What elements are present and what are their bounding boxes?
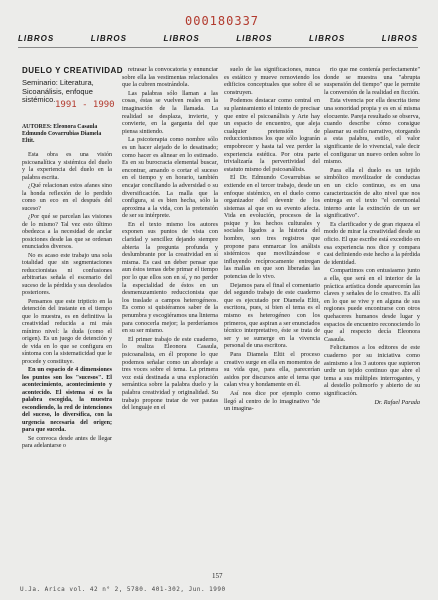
paragraph: Así nos dice por ejemplo como llegó al centro de lo imaginativo "de un imagina- xyxy=(224,389,320,413)
authors-line: AUTORES: Eleonora Casaula Edmundo Covarrubias Diamela Eltit. xyxy=(22,124,102,144)
handwritten-year: 1991 - 1990 xyxy=(55,100,115,110)
paragraph: El primer trabajo de este cuaderno, lo realiza Eleonora Casaula, psicoanalista, en él propone lo que podemos señalar como un abordaje a tres voces sobre el tema. La primera voz está destinada a una exploración semántica sobre la palabra duelo y la palabra creatividad y originalidad. Su trabajo propone tratar de ver pautas del lenguaje en el xyxy=(122,335,218,412)
article-title: DUELO Y CREATIVIDAD xyxy=(22,66,124,75)
paragraph: Se convoca desde antes de llegar para adelantarse o xyxy=(22,435,112,449)
paragraph: Para Diamela Eltit el proceso creativo surge en ella en momentos de su vida que, para ella, parecerían asidos por discursos ante el tema que calan viva y hondamente en él. xyxy=(224,350,320,389)
paragraph: Pensamos que este tripticto en la detención del instante en el tiempo que lo muestra, es en definitiva la creatividad reducida a mi más mínimo nivel: la duda (como el origen). Es un juego de detención y de vida en lo que se configura en síntoma con la sistematicidad que le procede y constituye. xyxy=(22,298,112,365)
column-1 xyxy=(22,152,112,452)
section-header-bar xyxy=(18,34,418,48)
column-4 xyxy=(324,66,420,407)
paragraph: En un espacio de 4 dimensiones los puntos son los "sucesos". El acontecimiento, acontecimiento y acontecido. El sistema sí es la palabra escogida, la muestra escondiendo, la red de intenciones del suceso, lo diversifica, con la urgencia necesaria del origen; para que suceda. xyxy=(22,367,112,433)
header-label: LIBROS xyxy=(236,34,273,43)
column-3 xyxy=(224,66,320,414)
header-label: LIBROS xyxy=(90,34,127,43)
article-subtitle: Seminario: Literatura, Sicoanálisis, enfoque sistémico. xyxy=(22,78,94,104)
page-number: 157 xyxy=(212,572,223,580)
header-label: LIBROS xyxy=(381,34,418,43)
paragraph: No es acaso este trabajo una sola totalidad que sin segmentaciones reduccionistas ni confusiones arbitrarias señala el escenario del suceso de la pérdida y sus desolados posteriores. xyxy=(22,252,112,296)
citation-note: U.Ja. Arica vol. 42 n° 2, 5780. 401-302, Jun. 1990 xyxy=(20,586,226,593)
paragraph: Dejamos para el final el comentario del segundo trabajo de este cuaderno que es ejecutado por Diamela Eltit, escritora, pues, si bien el tema es el mismo es heterogéneo con los primeros, que aspiran a ser enunciados técnico interpretativo, éste se trata de ser y se sumerge en la vivencia personal de una escritora. xyxy=(224,281,320,350)
archive-number: 000180337 xyxy=(185,14,260,28)
paragraph: Para ella el duelo es un tejido simbólico movilizador de conductas en un ciclo continuo, es en una caracterización de alto nivel que nos entrega en el texto "el ceremonial interno ante la extinción de un ser significativo". xyxy=(324,166,420,220)
column-2 xyxy=(122,66,218,413)
paragraph: El Dr. Edmundo Covarrubias se extiende en el tercer trabajo, desde un enfoque sistémico, en el duelo como organizador del devenir de los sistemas al que en su evento afecta. Vida en evolución, procesos de la psique y los hechos culturales y sociales ligados a la historia del hombre, son tres registros que propone para enmarcar los análisis sistémicos que movilizándose e influyendo recíprocamente entregan las mallas en que son liberadas las potencias de lo vivo. xyxy=(224,174,320,281)
signature: Dr. Rafael Parada xyxy=(374,398,420,406)
paragraph: retrasar la convocatoria y ennunciar sobre ella las vestimentas relacionales que la cubren mostrándola. xyxy=(122,66,218,89)
paragraph: suelo de las significaciones, nunca es estático y mueve removiendo los edificios conceptuales que sobre él se construyen. xyxy=(224,66,320,96)
paragraph: ¿Qué relacionan estos afanes sino la honda reflexión de lo perdido como un eco en el después del suceso? xyxy=(22,183,112,212)
paragraph: Es clarificador y de gran riqueza el modo de mirar la creatividad desde su oficio. El que escribe está excedido en esa experiencia nos dice y compara casi definiendo este hecho a la pérdida de identidad. xyxy=(324,220,420,266)
paragraph: ¿Por qué se parcelan las visiones de lo mismo? Tal vez esto último obedezca a la necesidad de anclar posiciones desde las que se ordenan enunciados diversos. xyxy=(22,214,112,250)
header-label: LIBROS xyxy=(309,34,346,43)
paragraph: Felicitamos a los editores de este cuaderno por su iniciativa como asimismo a los 3 autores que supieron urdir un tejido continuo que abre el tema a sus múltiples interrogantes, y al destello polimorfo y abierto de su significación. xyxy=(324,344,420,397)
paragraph: Podemos destacar como central en su planteamiento el intento de precisar que entre el psicoanálisis y Arte hay un espacio de encuentro, que aleja cualquier pretensión de reduccionismos los que sólo lograrán empobrecer y hasta tal vez perder la experiencia estética. Por otra parte trivializaría la pervertividad del estatuto mismo del psicoanálisis. xyxy=(224,97,320,173)
paragraph: rio que me contenía perfectamente" donde se muestra una "abrupta suspensión del tiempo" que le permite la conversión de la realidad en ficción. xyxy=(324,66,420,96)
paragraph: Las palabras sólo llaman a las cosas, éstas se vuelven reales en la imaginación de la llamada. La realidad se desplaza, invierte, y convierte, en la garganta del que piensa sintiendo. xyxy=(122,89,218,135)
paragraph: La psicoterapia como nombre sólo es un hacer alejado de lo desatinado; como hacer es alinear en lo estimado. Es en su burocracia elemental buscar, encontrar, amando o cortar el suceso en el tiempo y en horario, también encajar conciliando la adversidad o su diversificación. La malla que la configura, si es bien hecha, sólo la aproxima a la vida, con la pretensión de ser su intérprete. xyxy=(122,136,218,220)
header-label: LIBROS xyxy=(163,34,200,43)
paragraph: En el texto mismo los autores exponen sus puntos de vista con claridad y sencillez dejando siempre abierta la pregunta profunda y deslumbrante por la creatividad en sí misma. Es casi un deber pensar que aun éstos temas debe primar el tiempo por lo que ellos son en sí, y no perder la especialidad de éstos en un desmenuzamiento reduccionista que los traslade a campos heterogéneos. Es como si quisiéramos saber de la penumbra y escogiéramos una linterna para conocerla mejor; la perderíamos en su ser mismo. xyxy=(122,220,218,335)
paragraph: Esta vivencia por ella descrita tiene una sonoridad propia y es en sí misma elocuente. Pareja resultado se observa, cuando describe cómo consigue plasmar su estilo narrativo, otorgando a esta palabra, estilo, el valor significante de lo vivencial, vale decir el configurar un nuevo orden sobre lo mismo. xyxy=(324,97,420,166)
paragraph: Esta obra es una visión psicoanalítica y sistémica del duelo y la experiencia del duelo en la palabra escrita. xyxy=(22,152,112,181)
header-label: LIBROS xyxy=(18,34,55,43)
paragraph: Compartimos con entusiasmo junto a ella, que será en el interior de la práctica artística donde aparecerán las claves y señales de lo creativo. Es allí en lo que se vive y en alguna de sus regiones puede encontrarse con otros quehaceres humanos desde lugar y espacios de encuentro reconociendo lo que al respecto decía Eleonora Casaula. xyxy=(324,267,420,343)
